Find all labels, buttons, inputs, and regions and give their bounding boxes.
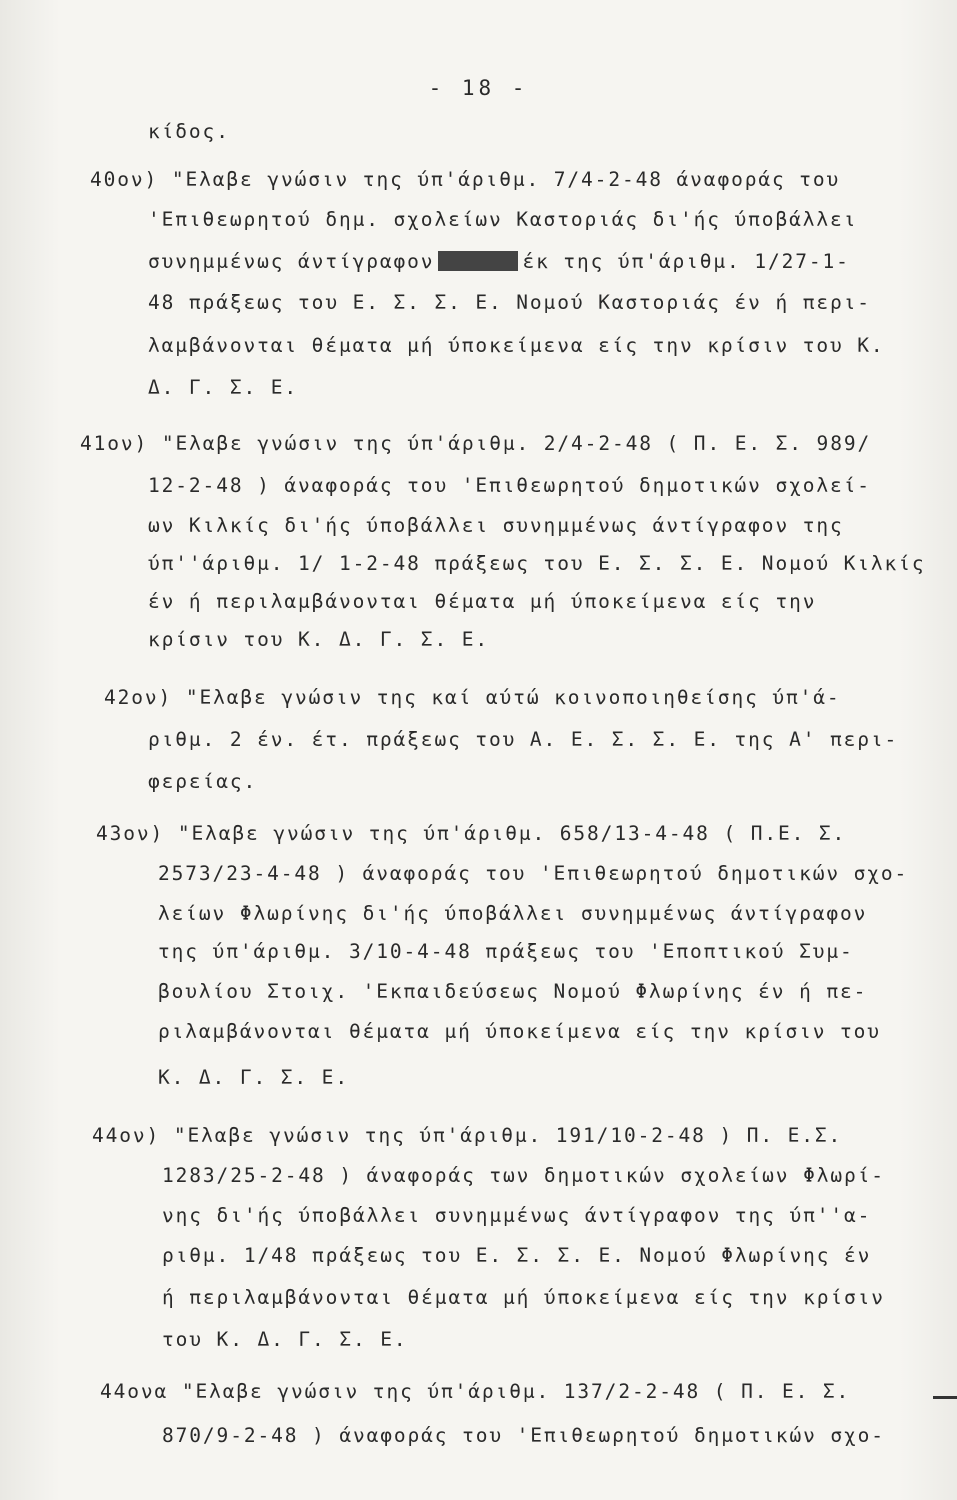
text-line: [148, 376, 298, 400]
line-text: 12-2-48 ) άναφοράς του 'Επιθεωρητού δημοτικών σχολεί-: [148, 474, 871, 497]
line-text: κίδος.: [148, 120, 230, 143]
edge-mark: [933, 1396, 957, 1399]
text-line: [162, 1286, 885, 1310]
text-line: [162, 1424, 885, 1448]
text-line: [148, 120, 230, 144]
line-text: έν ή περιλαμβάνονται θέματα μή ύποκείμενα είς την: [148, 590, 817, 613]
line-text: Δ. Γ. Σ. Ε.: [148, 376, 299, 399]
line-text: 41ον) "Ελαβε γνώσιν της ύπ'άριθμ. 2/4-2-48 ( Π. Ε. Σ. 989/: [80, 432, 872, 455]
text-line: [158, 902, 867, 926]
line-text: ριλαμβάνονται θέματα μή ύποκείμενα είς την κρίσιν του: [158, 1020, 881, 1043]
text-line: [162, 1204, 871, 1228]
text-line: [90, 168, 840, 192]
line-text: κρίσιν του Κ. Δ. Γ. Σ. Ε.: [148, 628, 489, 651]
line-text: 870/9-2-48 ) άναφοράς του 'Επιθεωρητού δημοτικών σχο-: [162, 1424, 885, 1447]
text-line: [80, 432, 871, 456]
text-line: [104, 686, 841, 710]
line-text: της ύπ'άριθμ. 3/10-4-48 πράξεως του 'Εποπτικού Συμ-: [158, 940, 854, 963]
text-line: [148, 208, 857, 232]
text-line: [158, 1020, 881, 1044]
line-text: φερείας.: [148, 770, 258, 793]
line-text: 'Επιθεωρητού δημ. σχολείων Καστοριάς δι'ής ύποβάλλει: [148, 208, 858, 231]
text-line: [148, 291, 871, 315]
page-number: - 18 -: [428, 76, 529, 100]
line-text: Κ. Δ. Γ. Σ. Ε.: [158, 1066, 349, 1089]
line-text: ριθμ. 1/48 πράξεως του Ε. Σ. Σ. Ε. Νομού Φλωρίνης έν: [162, 1244, 872, 1267]
text-line: [162, 1328, 408, 1352]
text-line: [148, 474, 871, 498]
line-text: 40ον) "Ελαβε γνώσιν της ύπ'άριθμ. 7/4-2-48 άναφοράς του: [90, 168, 841, 191]
text-line: [148, 514, 844, 538]
line-text: ύπ''άριθμ. 1/ 1-2-48 πράξεως του Ε. Σ. Σ. Ε. Νομού Κιλκίς: [148, 552, 926, 575]
line-text: 44ονα "Ελαβε γνώσιν της ύπ'άριθμ. 137/2-2-48 ( Π. Ε. Σ.: [100, 1380, 851, 1403]
text-line: [148, 770, 257, 794]
text-line: [100, 1380, 850, 1404]
text-line: [158, 862, 908, 886]
line-text: ή περιλαμβάνονται θέματα μή ύποκείμενα είς την κρίσιν: [162, 1286, 885, 1309]
line-text: συνημμένως άντίγραφον: [148, 250, 435, 273]
text-line: [92, 1124, 842, 1148]
text-line: [148, 250, 850, 274]
line-text: ριθμ. 2 έν. έτ. πράξεως του Α. Ε. Σ. Σ. Ε. της Α' περι-: [148, 728, 899, 751]
line-text: 42ον) "Ελαβε γνώσιν της καί αύτώ κοινοποιηθείσης ύπ'ά-: [104, 686, 841, 709]
text-line: [148, 334, 885, 358]
line-text: έκ της ύπ'άριθμ. 1/27-1-: [522, 250, 850, 273]
line-text: 48 πράξεως του Ε. Σ. Σ. Ε. Νομού Καστοριάς έν ή περι-: [148, 291, 871, 314]
line-text: 44ον) "Ελαβε γνώσιν της ύπ'άριθμ. 191/10-2-48 ) Π. Ε.Σ.: [92, 1124, 843, 1147]
text-line: [148, 628, 489, 652]
text-line: [162, 1164, 885, 1188]
line-text: 43ον) "Ελαβε γνώσιν της ύπ'άριθμ. 658/13-4-48 ( Π.Ε. Σ.: [96, 822, 847, 845]
text-line: [158, 940, 854, 964]
text-line: [148, 552, 925, 576]
text-line: [158, 980, 867, 1004]
text-line: [158, 1066, 349, 1090]
text-line: [148, 590, 816, 614]
line-text: του Κ. Δ. Γ. Σ. Ε.: [162, 1328, 408, 1351]
redaction-mark: [438, 251, 518, 271]
line-text: νης δι'ής ύποβάλλει συνημμένως άντίγραφον της ύπ''α-: [162, 1204, 872, 1227]
line-text: ων Κιλκίς δι'ής ύποβάλλει συνημμένως άντίγραφον της: [148, 514, 844, 537]
text-line: [148, 728, 898, 752]
line-text: 1283/25-2-48 ) άναφοράς των δημοτικών σχολείων Φλωρί-: [162, 1164, 885, 1187]
text-line: [162, 1244, 871, 1268]
line-text: λείων Φλωρίνης δι'ής ύποβάλλει συνημμένως άντίγραφον: [158, 902, 868, 925]
line-text: 2573/23-4-48 ) άναφοράς του 'Επιθεωρητού δημοτικών σχο-: [158, 862, 909, 885]
text-line: [96, 822, 846, 846]
line-text: βουλίου Στοιχ. 'Εκπαιδεύσεως Νομού Φλωρίνης έν ή πε-: [158, 980, 868, 1003]
line-text: λαμβάνονται θέματα μή ύποκείμενα είς την κρίσιν του Κ.: [148, 334, 885, 357]
